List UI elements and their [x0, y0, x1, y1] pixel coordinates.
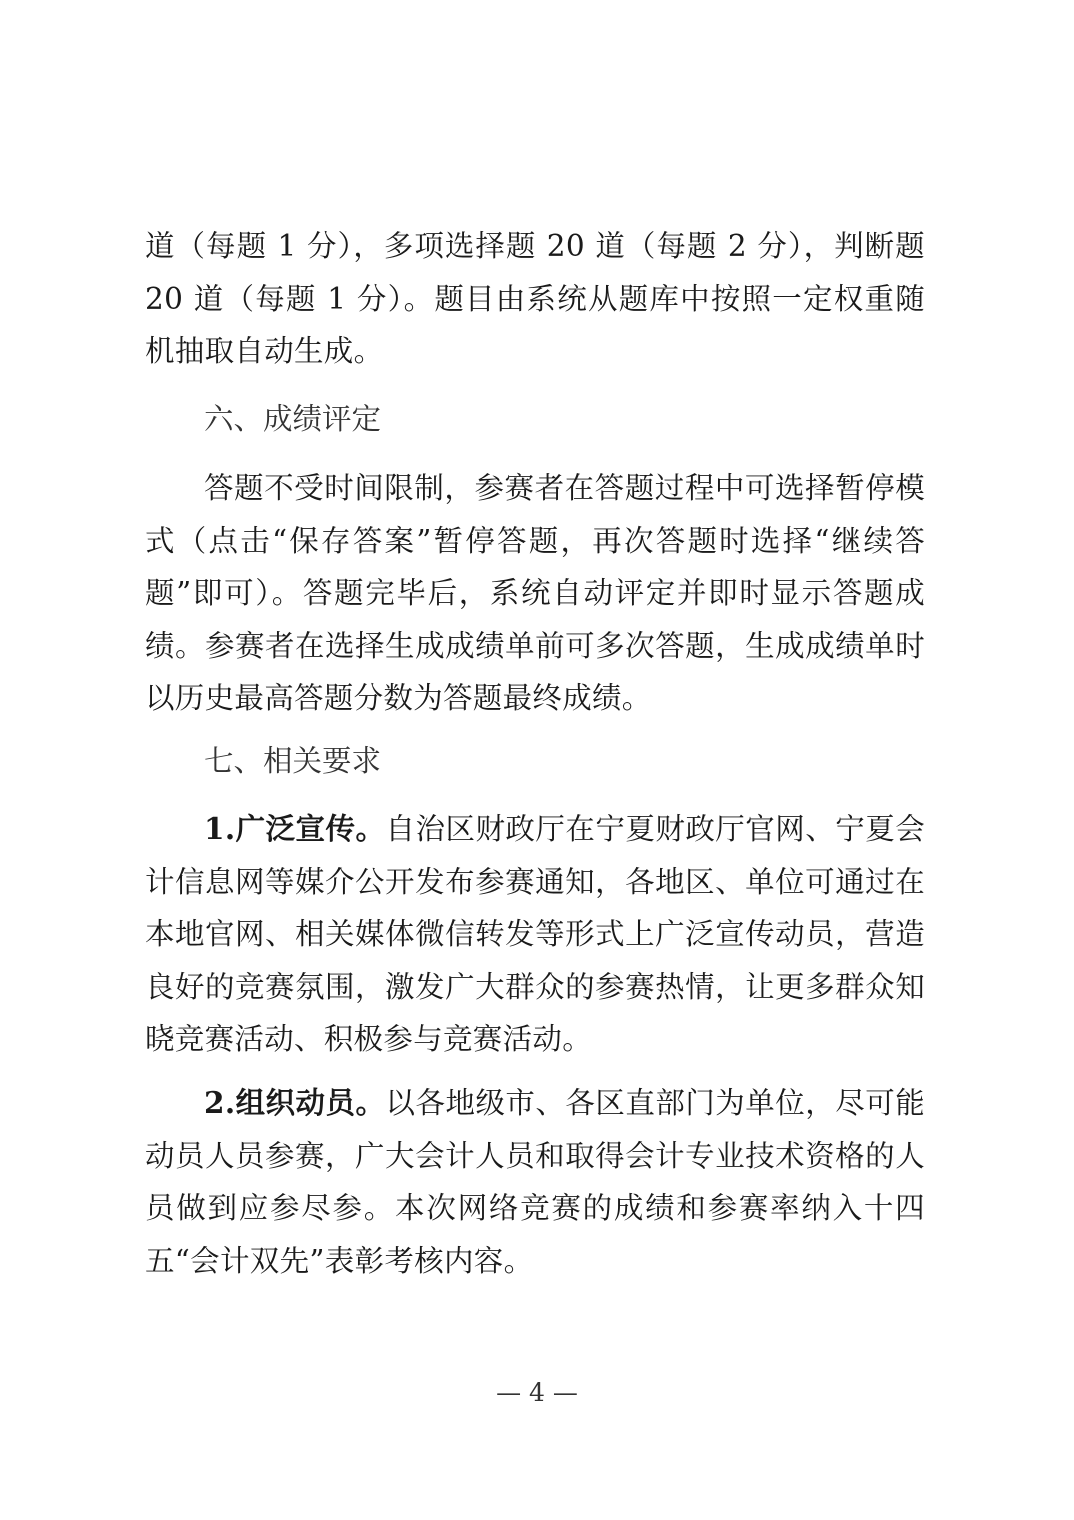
paragraph-publicity [145, 803, 925, 1066]
section-heading-six: 六、成绩评定 [204, 402, 382, 436]
section-heading-seven: 七、相关要求 [204, 744, 382, 778]
page-number: — 4 — [496, 1378, 578, 1407]
paragraph-mobilization [145, 1077, 925, 1287]
paragraph-publicity-body: 自治区财政厅在宁夏财政厅官网、宁夏会计信息网等媒介公开发布参赛通知，各地区、单位可通过在本地官网、相关媒体微信转发等形式上广泛宣传动员，营造良好的竞赛氛围，激发广大群众的参赛热情，让更多群众知晓竞赛活动、积极参与竞赛活动。 [145, 812, 925, 1056]
paragraph-question-types: 道（每题 1 分），多项选择题 20 道（每题 2 分），判断题 20 道（每题 1 分）。题目由系统从题库中按照一定权重随机抽取自动生成。 [145, 229, 925, 368]
paragraph-score-rules: 答题不受时间限制，参赛者在答题过程中可选择暂停模式（点击“保存答案”暂停答题，再次答题时选择“继续答题”即可）。答题完毕后，系统自动评定并即时显示答题成绩。参赛者在选择生成成绩单前可多次答题，生成成绩单时以历史最高答题分数为答题最终成绩。 [145, 471, 925, 715]
paragraph-mobilization-body: 以各地级市、各区直部门为单位，尽可能动员人员参赛，广大会计人员和取得会计专业技术资格的人员做到应参尽参。本次网络竞赛的成绩和参赛率纳入十四五“会计双先”表彰考核内容。 [145, 1086, 925, 1278]
paragraph-mobilization-lead: 2.组织动员。 [204, 1085, 386, 1120]
paragraph-publicity-lead: 1.广泛宣传。 [204, 811, 386, 846]
